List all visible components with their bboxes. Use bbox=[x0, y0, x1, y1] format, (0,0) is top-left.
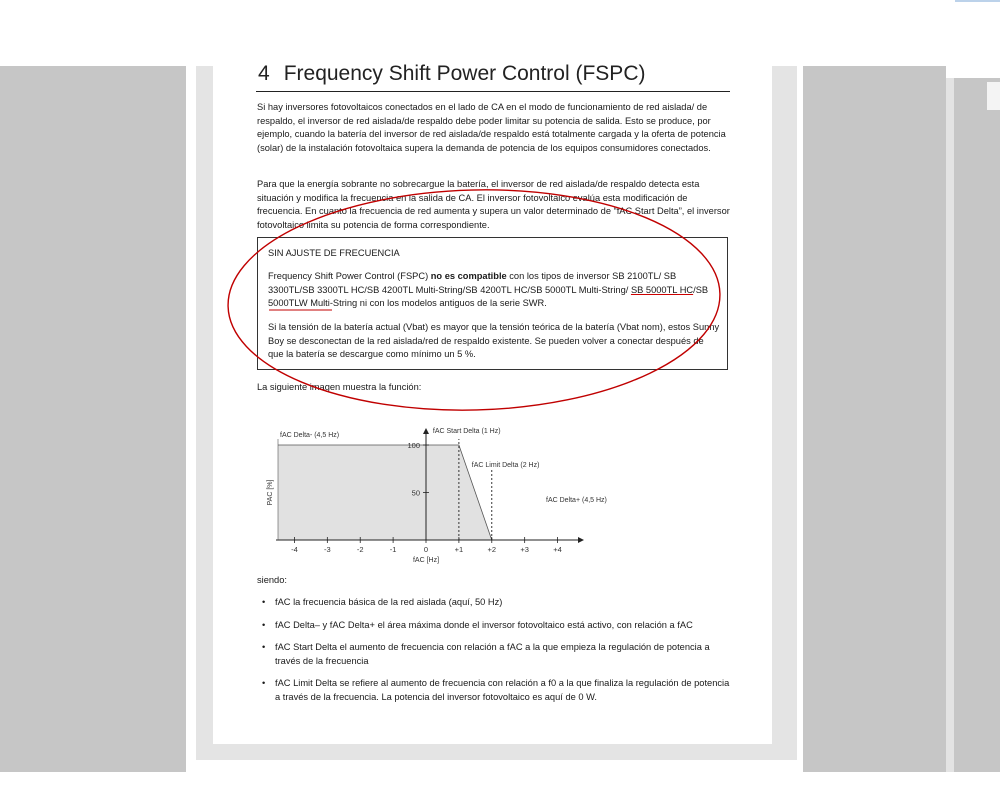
annotation-label: fAC Start Delta (1 Hz) bbox=[432, 428, 501, 435]
x-tick-label: +3 bbox=[520, 545, 529, 554]
paragraph-1: Si hay inversores fotovoltaicos conectados en el lado de CA en el modo de funcionamiento de red aislada/ de respaldo, el inversor de red aislada/de respaldo debe poder limitar su potencia de salida. Esto se produce, por ejemplo, cuando la batería del inversor de red aislada/de respaldo está totalmente cargada y la oferta de potencia (solar) de la instalación fotovoltaica supera la demanda de potencia de los equipos consumidores conectados. bbox=[257, 102, 726, 153]
y-axis-label: PAC [%] bbox=[267, 479, 274, 506]
notice-p1-underlined: SB 5000TL HC bbox=[630, 284, 694, 295]
red-annotation-circle bbox=[225, 184, 723, 417]
section-number: 4 bbox=[258, 62, 270, 85]
list-item: • fAC Delta– y fAC Delta+ el área máxima donde el inversor fotovoltaico está activo, con relación a fAC bbox=[260, 619, 730, 633]
x-axis-label: fAC [Hz] bbox=[412, 557, 440, 564]
notice-title: SIN AJUSTE DE FRECUENCIA bbox=[268, 248, 400, 258]
annotation-label: fAC Limit Delta (2 Hz) bbox=[471, 462, 540, 469]
figure-intro: La siguiente imagen muestra la función: bbox=[257, 382, 422, 392]
x-tick-label: 0 bbox=[423, 545, 429, 554]
x-tick-label: -2 bbox=[356, 545, 364, 554]
notice-p1-mid: con los tipos de inversor SB 2100TL/ SB 3300TL/SB 3300TL HC/SB 4200TL Multi-String/SB 4200TL HC/SB 5000TL Multi-String/ bbox=[268, 271, 677, 295]
list-item: • fAC la frecuencia básica de la red aislada (aquí, 50 Hz) bbox=[260, 596, 730, 610]
list-item: • fAC Limit Delta se refiere al aumento de frecuencia con relación a f0 a la que finaliza la regulación de potencia a través de la frecuencia. La potencia del inversor fotovoltaico es aquí de 0 W. bbox=[260, 677, 730, 704]
notice-p1-bold: no es compatible bbox=[430, 271, 507, 281]
list-item: • fAC Start Delta el aumento de frecuencia con relación a fAC a la que empieza la regulación de potencia a través de la frecuencia bbox=[260, 641, 730, 668]
siendo-label: siendo: bbox=[257, 575, 287, 585]
x-tick-label: +2 bbox=[487, 545, 497, 554]
y-tick-label: 100 bbox=[407, 441, 420, 450]
x-tick-label: +4 bbox=[553, 545, 562, 554]
notice-p1-post: /SB 5000TLW Multi-String ni con los modelos antiguos de la serie SWR. bbox=[268, 284, 709, 309]
y-tick-label: 50 bbox=[411, 488, 420, 498]
paragraph-2: Para que la energía sobrante no sobrecargue la batería, el inversor de red aislada/de respaldo detecta esta situación y modifica la frecuencia en la salida de CA. El inversor fotovoltaico evalúa esta modificación de frecuencia. En cuanto la frecuencia de red aumenta y supera un valor determinado de “fAC Start Delta”, el inversor fotovoltaico limita su potencia de forma correspondiente. bbox=[257, 179, 730, 230]
notice-p1-pre: Frequency Shift Power Control (FSPC) bbox=[268, 271, 431, 281]
x-tick-label: -1 bbox=[389, 545, 397, 554]
notice-paragraph-2: Si la tensión de la batería actual (Vbat) es mayor que la tensión teórica de la batería (Vbat nom), estos Sunny Boy se desconectan de la red aislada/red de respaldo existente. Se pueden volver a conectar después de que la batería se descargue como mínimo un 5 %. bbox=[268, 322, 720, 360]
x-tick-label: -3 bbox=[323, 545, 331, 554]
section-title: Frequency Shift Power Control (FSPC) bbox=[283, 62, 646, 85]
annotation-label: fAC Delta- (4,5 Hz) bbox=[280, 432, 340, 439]
x-tick-label: +1 bbox=[454, 545, 464, 554]
annotation-label: fAC Delta+ (4,5 Hz) bbox=[546, 497, 607, 504]
x-tick-label: -4 bbox=[291, 545, 298, 554]
